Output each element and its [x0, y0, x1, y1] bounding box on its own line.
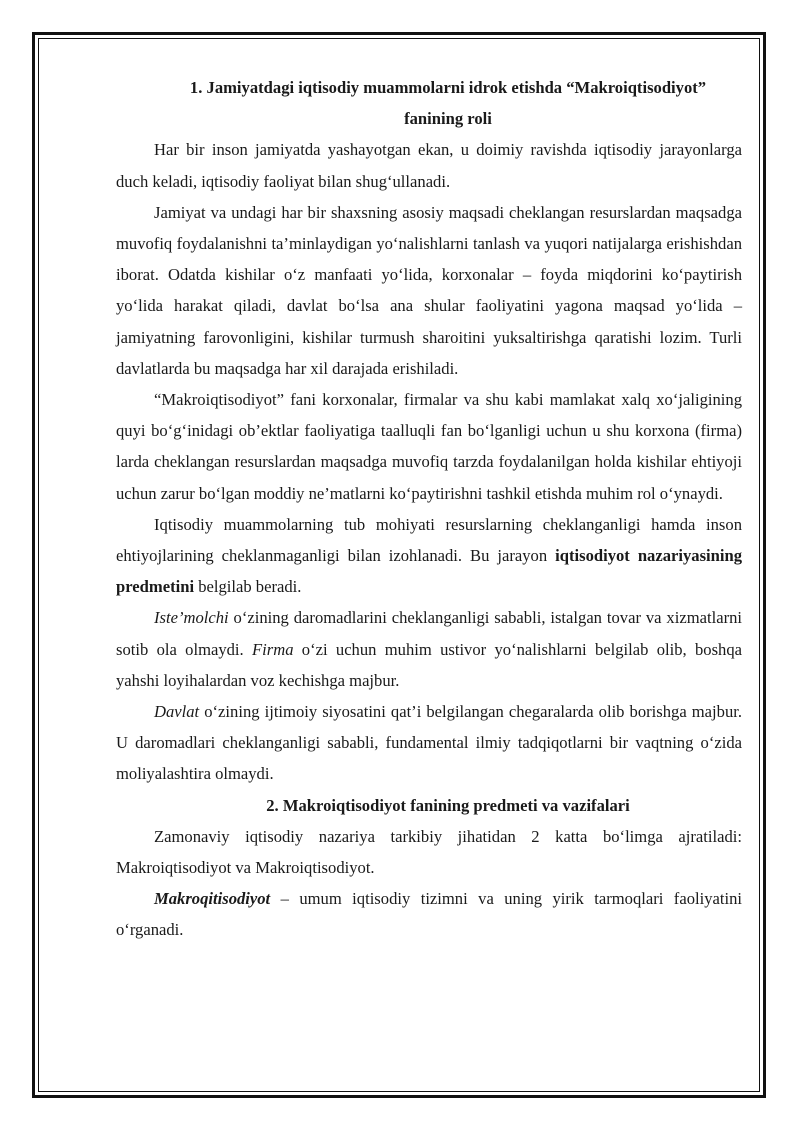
- paragraph-2: Jamiyat va undagi har bir shaxsning asosiy maqsadi cheklangan resurslardan maqsadga muvofiq foydalanishni ta’minlaydigan yo‘nalishlarni tanlash va yuqori natijalarga erishishdan iborat. Odatda kishilar o‘z manfaati yo‘lida, korxonalar – foyda miqdorini ko‘paytirish yo‘lida harakat qiladi, davlat bo‘lsa ana shular faoliyatini yagona maqsad yo‘lida – jamiyatning farovonligini, kishilar turmush sharoitini yuksaltirishga qaratishi lozim. Turli davlatlarda bu maqsadga har xil darajada erishiladi.: [116, 202, 742, 378]
- paragraph-4-bold-term: iqtisodiyot nazariyasining predmetini: [116, 546, 743, 597]
- paragraph-4: [116, 509, 742, 603]
- paragraph-8: [116, 883, 742, 945]
- paragraph-8-term: Makroqitisodiyot: [154, 889, 271, 909]
- paragraph-6-text: o‘zining ijtimoiy siyosatini qat’i belgilangan chegaralarda olib borishga majbur. U daromadlari cheklanganligi sababli, fundamental ilmiy tadqiqotlarni bir vaqtning o‘zida moliyalashtira olmaydi.: [116, 702, 742, 784]
- paragraph-6: [116, 696, 742, 790]
- paragraph-7: Zamonaviy iqtisodiy nazariya tarkibiy jihatidan 2 katta bo‘limga ajratiladi: Makroiqtisodiyot va Makroiqtisodiyot.: [116, 826, 742, 878]
- section-heading-1: [116, 72, 742, 134]
- paragraph-8-text: – umum iqtisodiy tizimni va uning yirik tarmoqlari faoliyatini o‘rganadi.: [116, 889, 742, 940]
- paragraph-4-text-after: belgilab beradi.: [194, 577, 302, 597]
- section-heading-1-line-1: 1. Jamiyatdagi iqtisodiy muammolarni idrok etishda “Makroiqtisodiyot”: [189, 78, 707, 97]
- paragraph-1: Har bir inson jamiyatda yashayotgan ekan, u doimiy ravishda iqtisodiy jarayonlarga duch keladi, iqtisodiy faoliyat bilan shug‘ullanadi.: [116, 140, 742, 191]
- paragraph-3: “Makroiqtisodiyot” fani korxonalar, firmalar va shu kabi mamlakat xalq xo‘jaligining quyi bo‘g‘inidagi ob’ektlar faoliyatiga taalluqli fan bo‘lganligi uchun u shu korxona (firma) larda cheklangan resurslardan maqsadga muvofiq tarzda foydalanilgan holda kishilar ehtiyoji uchun zarur bo‘lgan moddiy ne’matlarni ko‘paytirishni tashkil etishda muhim rol o‘ynaydi.: [116, 390, 742, 503]
- section-heading-1-line-2: fanining roli: [404, 109, 492, 129]
- paragraph-6-term-state: Davlat: [154, 702, 200, 722]
- paragraph-4-text-before: Iqtisodiy muammolarning tub mohiyati resurslarning cheklanganligi hamda inson ehtiyojlarining cheklanmaganligi bilan izohlanadi. Bu jarayon: [116, 514, 742, 566]
- paragraph-5-term-consumer: Iste’molchi: [154, 608, 229, 628]
- paragraph-5-text-1: o‘zining daromadlarini cheklanganligi sababli, istalgan tovar va xizmatlarni sotib ola olmaydi.: [116, 608, 742, 659]
- document-body: [116, 72, 742, 946]
- section-heading-2: 2. Makroiqtisodiyot fanining predmeti va vazifalari: [266, 795, 630, 815]
- paragraph-5: [116, 602, 742, 696]
- paragraph-5-term-firm: Firma: [252, 639, 294, 659]
- paragraph-5-text-2: o‘zi uchun muhim ustivor yo‘nalishlarni belgilab olib, boshqa yahshi loyihalardan voz kechishga majbur.: [116, 639, 742, 690]
